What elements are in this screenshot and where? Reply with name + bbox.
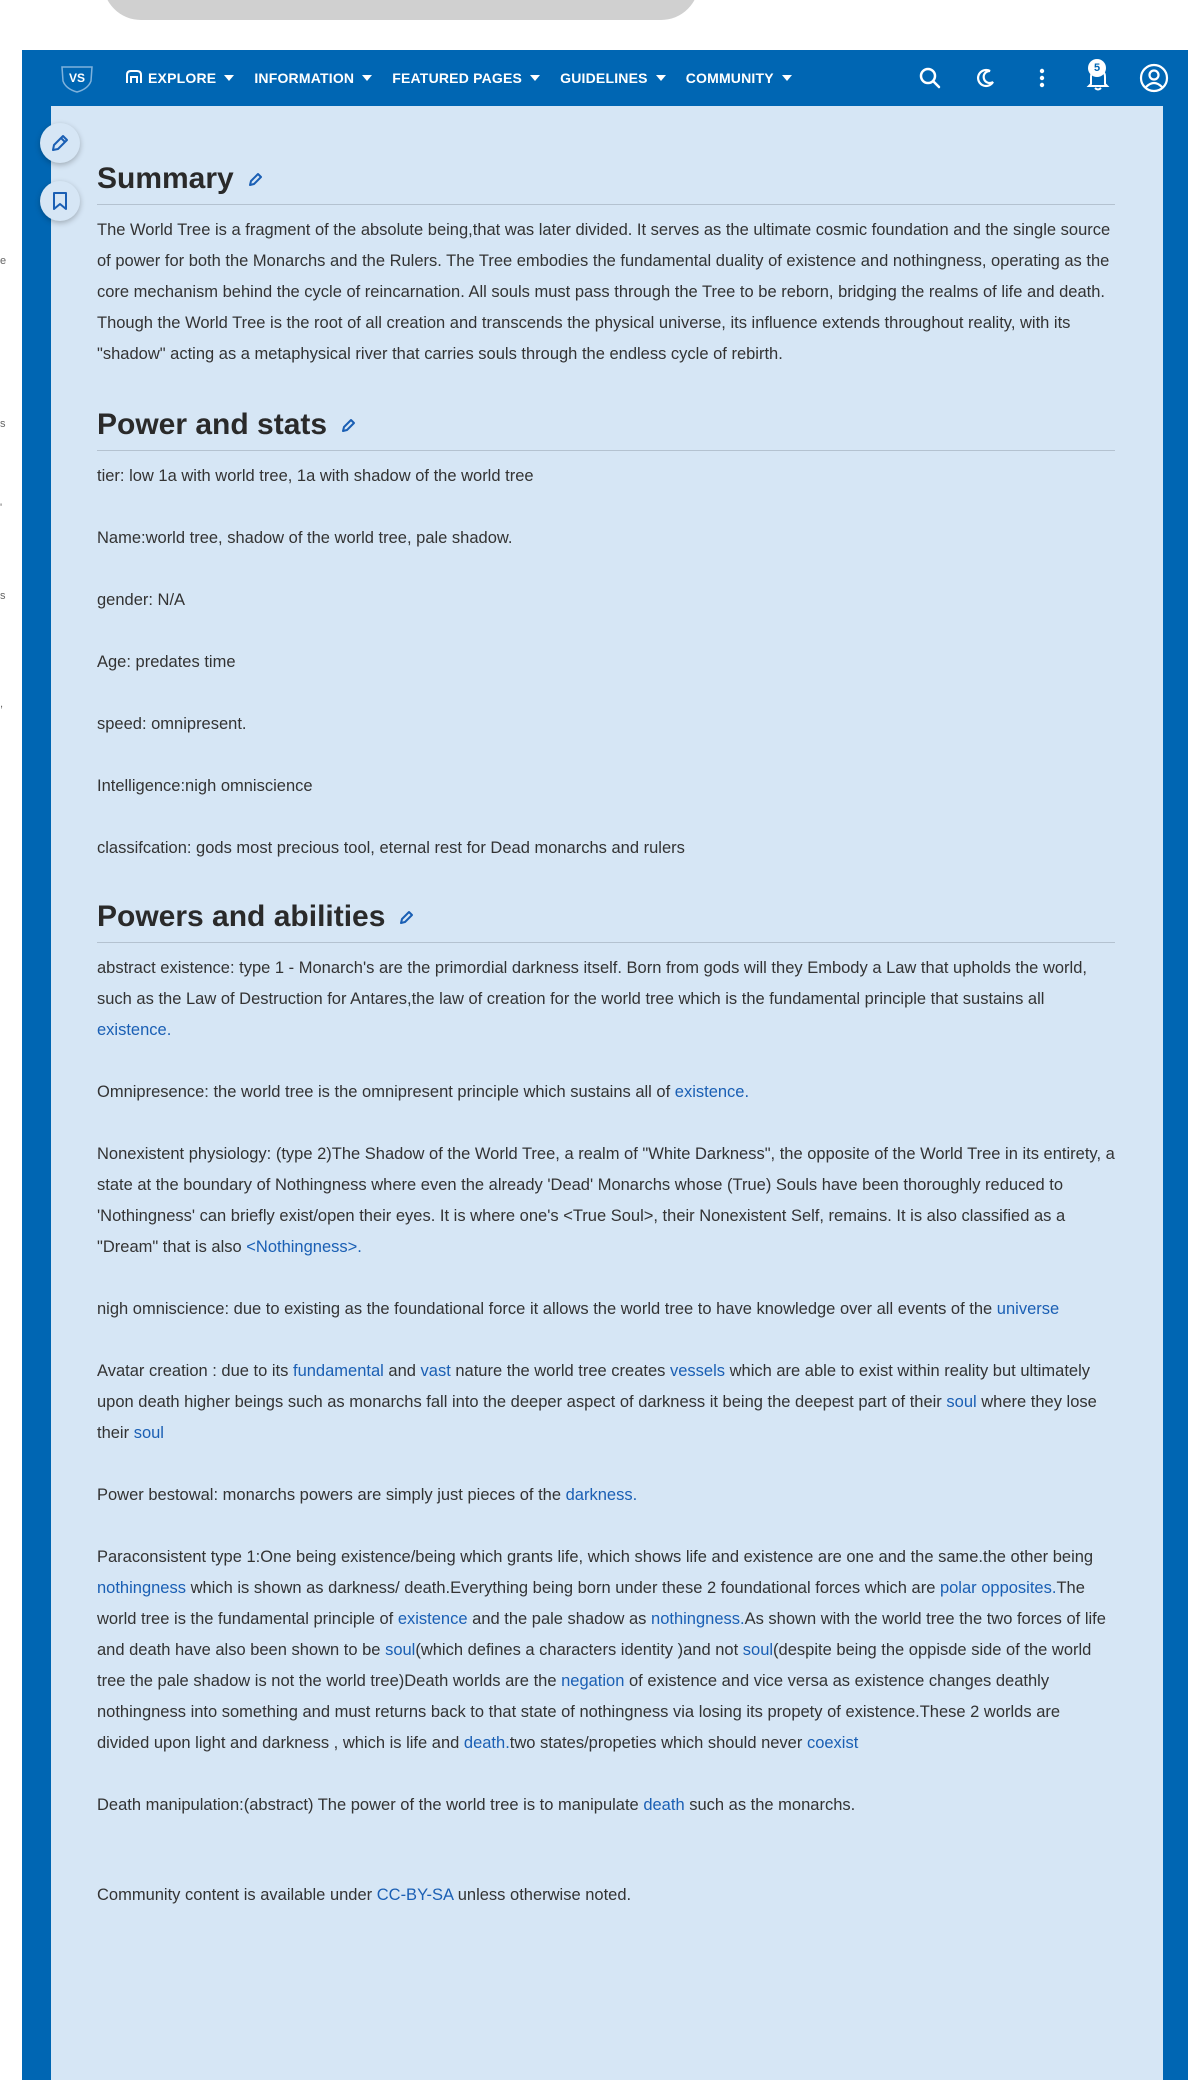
wiki-link[interactable]: existence. <box>97 1021 172 1039</box>
ability-text: of existence and vice versa as existence changes deathly nothingness into something and must returns back to that state of nothingness via losing its propety of existence.These 2 worlds are divided upon light and darkness , which is life and <box>97 1672 1061 1752</box>
explore-icon <box>126 70 142 87</box>
top-navbar <box>22 50 1188 106</box>
nav-explore-label: EXPLORE <box>148 70 217 86</box>
left-strip-mark: , <box>0 698 4 710</box>
nav-featured-pages[interactable] <box>392 70 540 86</box>
edit-section-icon[interactable] <box>246 169 266 189</box>
ability-paragraph <box>97 953 1115 1046</box>
stat-tier: tier: low 1a with world tree, 1a with shadow of the world tree <box>97 467 534 485</box>
stat-name: Name:world tree, shadow of the world tree, pale shadow. <box>97 529 513 547</box>
license-text-after: unless otherwise noted. <box>453 1886 632 1904</box>
power-stats-list <box>97 461 1115 864</box>
notification-badge: 5 <box>1088 59 1106 77</box>
wiki-link[interactable]: <Nothingness>. <box>246 1238 362 1256</box>
bookmark-button[interactable] <box>40 181 80 221</box>
nav-information[interactable] <box>254 70 372 86</box>
left-strip-mark: s <box>0 418 6 430</box>
ability-text: and <box>383 1362 421 1380</box>
ability-text: Omnipresence: the world tree is the omnipresent principle which sustains all of <box>97 1083 675 1101</box>
ability-text: The world tree is the fundamental principle of <box>97 1579 1085 1628</box>
nav-information-label: INFORMATION <box>254 70 355 86</box>
nav-explore[interactable] <box>126 70 234 87</box>
chevron-down-icon <box>362 75 372 81</box>
wiki-link[interactable]: negation <box>561 1672 625 1690</box>
nav-menu <box>126 50 792 106</box>
wiki-link[interactable]: darkness. <box>565 1486 638 1504</box>
left-page-strip <box>0 50 23 2080</box>
stat-intelligence: Intelligence:nigh omniscience <box>97 777 313 795</box>
notifications-button[interactable] <box>1082 62 1114 94</box>
article-content-area <box>51 106 1163 2080</box>
ability-text: Paraconsistent type 1:One being existence/being which grants life, which shows life and existence are one and the same.the other being <box>97 1548 1094 1566</box>
ability-text: Death manipulation:(abstract) The power of the world tree is to manipulate <box>97 1796 644 1814</box>
ability-text: abstract existence: type 1 - Monarch's are the primordial darkness itself. Born from gods will they Embody a Law that upholds the world, such as the Law of Destruction for Antares,the law of creation for the world tree which is the fundamental principle that sustains all <box>97 959 1087 1008</box>
power-stats-heading-text: Power and stats <box>97 408 328 441</box>
ability-text: Power bestowal: monarchs powers are simply just pieces of the <box>97 1486 566 1504</box>
nav-guidelines-label: GUIDELINES <box>560 70 648 86</box>
ability-text: where they lose their <box>97 1393 1097 1442</box>
nav-featured-pages-label: FEATURED PAGES <box>392 70 523 86</box>
license-text-before: Community content is available under <box>97 1886 377 1904</box>
svg-text:VS: VS <box>68 71 86 85</box>
search-icon[interactable] <box>914 62 946 94</box>
wiki-link[interactable]: universe <box>996 1300 1060 1318</box>
frame-right-border <box>1163 50 1188 2080</box>
ability-text: such as the monarchs. <box>684 1796 856 1814</box>
summary-heading <box>97 162 1115 205</box>
chevron-down-icon <box>782 75 792 81</box>
wiki-link[interactable]: death <box>643 1796 685 1814</box>
frame-left-border <box>22 50 51 2080</box>
ability-text: As shown with the world tree the two forces of life and death have also been shown to be <box>97 1610 1106 1659</box>
stat-age: Age: predates time <box>97 653 236 671</box>
wiki-link[interactable]: polar opposites. <box>939 1579 1057 1597</box>
abilities-heading-text: Powers and abilities <box>97 900 386 933</box>
wiki-link[interactable]: nothingness <box>97 1579 186 1597</box>
pencil-icon <box>50 133 70 153</box>
more-icon[interactable] <box>1026 62 1058 94</box>
abilities-heading <box>97 900 1115 943</box>
ability-text: two states/propeties which should never <box>509 1734 807 1752</box>
ability-paragraph <box>97 1542 1115 1759</box>
stat-gender: gender: N/A <box>97 591 186 609</box>
abilities-list <box>97 953 1115 1821</box>
wiki-link[interactable]: nothingness. <box>651 1610 745 1628</box>
ability-paragraph <box>97 1077 1115 1108</box>
wiki-logo[interactable] <box>58 63 96 93</box>
nav-toolbar <box>914 50 1170 106</box>
stat-classification: classifcation: gods most precious tool, eternal rest for Dead monarchs and rulers <box>97 839 685 857</box>
wiki-link[interactable]: soul <box>133 1424 164 1442</box>
logo-shield-icon <box>58 63 96 93</box>
nav-community-label: COMMUNITY <box>685 70 774 86</box>
license-footer <box>97 1880 1115 1911</box>
bookmark-icon <box>51 191 69 211</box>
wiki-link[interactable]: death. <box>463 1734 510 1752</box>
edit-section-icon[interactable] <box>339 415 359 435</box>
left-strip-mark: ' <box>0 502 3 514</box>
left-strip-mark: s <box>0 590 6 602</box>
wiki-link[interactable]: soul <box>742 1641 774 1659</box>
left-strip-mark: e <box>0 255 7 267</box>
wiki-link[interactable]: soul <box>946 1393 977 1411</box>
ability-text: nigh omniscience: due to existing as the foundational force it allows the world tree to have knowledge over all events of the <box>97 1300 997 1318</box>
chevron-down-icon <box>224 75 234 81</box>
nav-community[interactable] <box>686 70 792 86</box>
ability-text: Avatar creation : due to its <box>97 1362 293 1380</box>
ability-text: which are able to exist within reality but ultimately upon death higher beings such as monarchs fall into the deeper aspect of darkness it being the deepest part of their <box>97 1362 1091 1411</box>
ability-text: (despite being the oppisde side of the world tree the pale shadow is not the world tree)Death worlds are the <box>97 1641 1092 1690</box>
article-body <box>97 162 1115 1911</box>
nav-guidelines[interactable] <box>560 70 666 86</box>
wiki-link[interactable]: vessels <box>669 1362 726 1380</box>
ability-text: Nonexistent physiology: (type 2)The Shadow of the World Tree, a realm of "White Darkness", the opposite of the World Tree in its entirety, a state at the boundary of Nothingness where even the already 'Dead' Monarchs whose (True) Souls have been thoroughly reduced to 'Nothingness' can briefly exist/open their eyes. It is where one's <True Soul>, their Nonexistent Self, remains. It is also classified as a "Dream" that is also <box>97 1145 1115 1256</box>
ability-paragraph <box>97 1790 1115 1821</box>
wiki-link[interactable]: vast <box>420 1362 451 1380</box>
edit-page-button[interactable] <box>40 123 80 163</box>
license-link[interactable]: CC-BY-SA <box>376 1886 454 1904</box>
ability-text: which is shown as darkness/ death.Everything being born under these 2 foundational forces which are <box>186 1579 940 1597</box>
summary-text: The World Tree is a fragment of the absolute being,that was later divided. It serves as the ultimate cosmic foundation and the single source of power for both the Monarchs and the Rulers. The Tree embodies the fundamental duality of existence and nothingness, operating as the core mechanism behind the cycle of reincarnation. All souls must pass through the Tree to be reborn, bridging the realms of life and death. Though the World Tree is the root of all creation and transcends the physical universe, its influence extends throughout reality, with its "shadow" acting as a metaphysical river that carries souls through the endless cycle of rebirth. <box>97 221 1111 363</box>
chevron-down-icon <box>656 75 666 81</box>
browser-top-pill <box>103 0 699 20</box>
ability-text: and the pale shadow as <box>467 1610 652 1628</box>
ability-paragraph <box>97 1139 1115 1263</box>
wiki-link[interactable]: existence. <box>674 1083 750 1101</box>
ability-paragraph <box>97 1356 1115 1449</box>
ability-paragraph <box>97 1294 1115 1325</box>
ability-paragraph <box>97 1480 1115 1511</box>
stat-speed: speed: omnipresent. <box>97 715 247 733</box>
edit-section-icon[interactable] <box>397 907 417 927</box>
user-icon[interactable] <box>1138 62 1170 94</box>
wiki-link[interactable]: coexist <box>806 1734 859 1752</box>
summary-heading-text: Summary <box>97 162 234 195</box>
wiki-link[interactable]: soul <box>385 1641 416 1659</box>
wiki-link[interactable]: existence <box>397 1610 468 1628</box>
ability-text: nature the world tree creates <box>450 1362 670 1380</box>
chevron-down-icon <box>530 75 540 81</box>
power-stats-heading <box>97 408 1115 451</box>
ability-text: (which defines a characters identity )and not <box>415 1641 743 1659</box>
moon-icon[interactable] <box>970 62 1002 94</box>
wiki-link[interactable]: fundamental <box>292 1362 384 1380</box>
